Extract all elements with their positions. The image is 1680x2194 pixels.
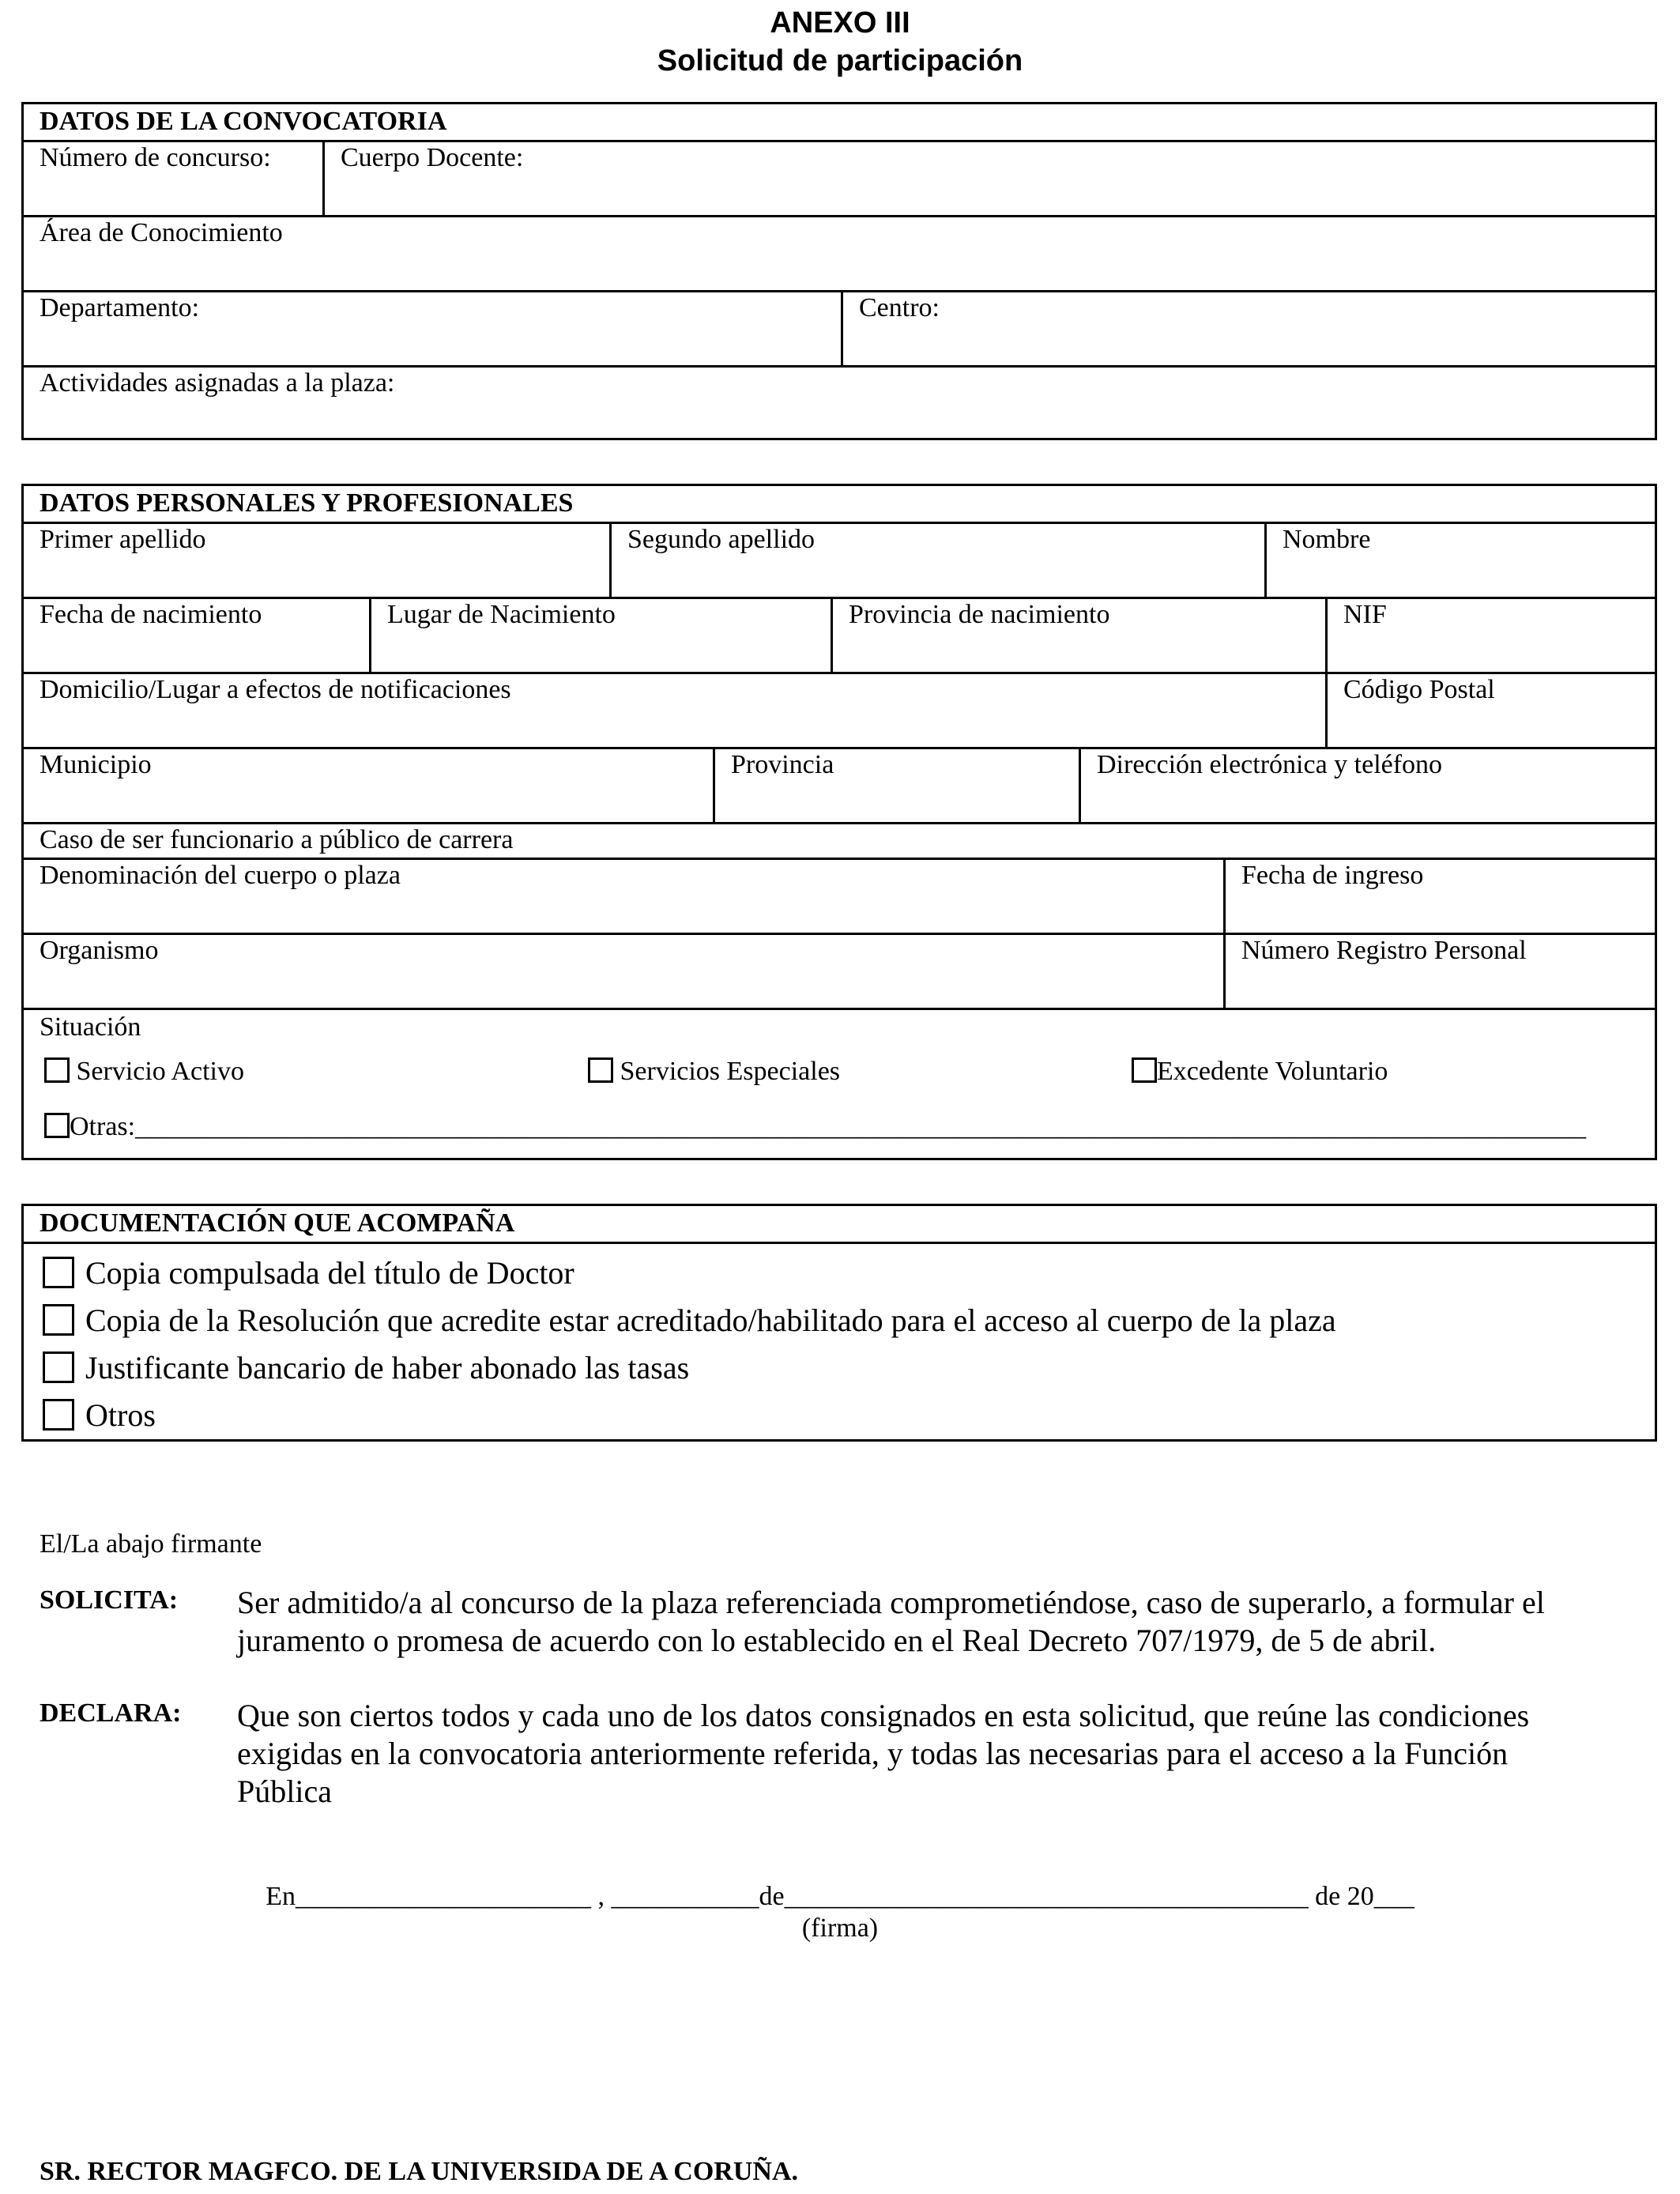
doc-item-otros[interactable]	[43, 1396, 156, 1435]
registro-field[interactable]	[1223, 935, 1655, 1010]
servicio-activo-option[interactable]	[44, 1056, 244, 1088]
segundo-apellido-field[interactable]	[609, 524, 1264, 599]
doc-label: Justificante bancario de haber abonado las tasas	[85, 1350, 690, 1385]
excedente-label: Excedente Voluntario	[1157, 1057, 1388, 1086]
personales-row-6	[24, 858, 1655, 935]
actividades-field[interactable]	[24, 368, 1655, 438]
documentacion-list	[24, 1242, 1655, 1439]
provincia-nacimiento-label: Provincia de nacimiento	[849, 600, 1110, 629]
annex-title: ANEXO III	[770, 6, 910, 40]
doc-checkbox[interactable]	[43, 1351, 74, 1383]
organismo-label: Organismo	[40, 936, 159, 965]
domicilio-label: Domicilio/Lugar a efectos de notificaciones	[40, 675, 511, 704]
personales-row-2	[24, 597, 1655, 674]
fecha-ingreso-field[interactable]	[1223, 860, 1655, 935]
denominacion-label: Denominación del cuerpo o plaza	[40, 861, 401, 890]
doc-checkbox[interactable]	[43, 1399, 74, 1431]
area-label: Área de Conocimiento	[40, 218, 283, 247]
personales-row-1	[24, 522, 1655, 599]
registro-label: Número Registro Personal	[1241, 936, 1527, 965]
table-edge	[1655, 1010, 1657, 1050]
provincia-field[interactable]	[713, 749, 1079, 824]
declara-line-3: Pública	[237, 1774, 332, 1809]
fecha-line[interactable]: En______________________ , ___________de_______________________________________ de 20___	[266, 1882, 1414, 1911]
firma-label: (firma)	[801, 1913, 879, 1943]
situacion-label: Situación	[40, 1012, 141, 1042]
firmante-text: El/La abajo firmante	[40, 1529, 262, 1559]
cuerpo-docente-field[interactable]	[322, 142, 1655, 217]
servicio-activo-label: Servicio Activo	[76, 1057, 244, 1086]
domicilio-field[interactable]	[24, 674, 1325, 749]
denominacion-field[interactable]	[24, 860, 1223, 935]
otras-option[interactable]	[44, 1111, 1586, 1143]
caso-funcionario-label: Caso de ser funcionario a público de carrera	[40, 825, 514, 854]
convocatoria-row-1	[24, 140, 1655, 217]
doc-label: Copia compulsada del título de Doctor	[85, 1255, 574, 1291]
section-title: DATOS DE LA CONVOCATORIA	[40, 107, 447, 136]
nombre-field[interactable]	[1264, 524, 1655, 599]
destinatario-text: SR. RECTOR MAGFCO. DE LA UNIVERSIDA DE A CORUÑA.	[40, 2157, 799, 2186]
servicio-activo-checkbox[interactable]	[44, 1057, 70, 1083]
doc-label: Copia de la Resolución que acredite estar acreditado/habilitado para el acceso al cuerpo de la plaza	[85, 1302, 1336, 1338]
declara-line-2: exigidas en la convocatoria anteriormente referida, y todas las necesarias para el acceso a la Función	[237, 1736, 1509, 1771]
doc-checkbox[interactable]	[43, 1304, 74, 1336]
fecha-nacimiento-field[interactable]	[24, 599, 369, 674]
actividades-label: Actividades asignadas a la plaza:	[40, 368, 395, 398]
servicios-especiales-label: Servicios Especiales	[620, 1057, 841, 1086]
nif-field[interactable]	[1325, 599, 1655, 674]
otras-label: Otras:____________________________________________________________________________________________________________	[70, 1112, 1587, 1141]
segundo-apellido-label: Segundo apellido	[627, 525, 816, 554]
organismo-field[interactable]	[24, 935, 1223, 1010]
personales-row-5	[24, 822, 1655, 860]
fecha-nacimiento-label: Fecha de nacimiento	[40, 600, 262, 629]
codigo-postal-field[interactable]	[1325, 674, 1655, 749]
servicios-especiales-checkbox[interactable]	[588, 1057, 613, 1083]
fecha-ingreso-label: Fecha de ingreso	[1241, 861, 1424, 890]
personales-row-7	[24, 933, 1655, 1010]
section-title: DOCUMENTACIÓN QUE ACOMPAÑA	[40, 1208, 515, 1238]
primer-apellido-label: Primer apellido	[40, 525, 206, 554]
convocatoria-row-2	[24, 215, 1655, 292]
nombre-label: Nombre	[1283, 525, 1371, 554]
otras-checkbox[interactable]	[44, 1113, 70, 1138]
excedente-option[interactable]	[1132, 1056, 1388, 1088]
centro-label: Centro:	[859, 293, 940, 322]
convocatoria-row-4	[24, 365, 1655, 438]
provincia-nacimiento-field[interactable]	[831, 599, 1325, 674]
lugar-nacimiento-label: Lugar de Nacimiento	[387, 600, 616, 629]
centro-field[interactable]	[841, 292, 1655, 368]
numero-concurso-label: Número de concurso:	[40, 143, 271, 172]
documentacion-section	[21, 1204, 1657, 1442]
codigo-postal-label: Código Postal	[1343, 675, 1495, 704]
solicita-line-1: Ser admitido/a al concurso de la plaza referenciada comprometiéndose, caso de superarlo, a formular el	[237, 1585, 1545, 1620]
numero-concurso-field[interactable]	[24, 142, 322, 217]
doc-item-resolucion[interactable]	[43, 1301, 1336, 1340]
personales-row-3	[24, 672, 1655, 749]
personales-row-4	[24, 747, 1655, 824]
departamento-field[interactable]	[24, 292, 841, 368]
municipio-label: Municipio	[40, 750, 152, 779]
doc-item-titulo[interactable]	[43, 1253, 574, 1293]
area-field[interactable]	[24, 217, 1655, 292]
primer-apellido-field[interactable]	[24, 524, 609, 599]
section-title: DATOS PERSONALES Y PROFESIONALES	[40, 488, 574, 518]
direccion-label: Dirección electrónica y teléfono	[1097, 750, 1443, 779]
convocatoria-row-3	[24, 290, 1655, 368]
departamento-label: Departamento:	[40, 293, 200, 322]
solicita-line-2: juramento o promesa de acuerdo con lo establecido en el Real Decreto 707/1979, de 5 de abril.	[237, 1623, 1437, 1658]
form-subtitle: Solicitud de participación	[657, 44, 1023, 77]
nif-label: NIF	[1343, 600, 1387, 629]
doc-item-justificante[interactable]	[43, 1348, 689, 1388]
solicita-label: SOLICITA:	[40, 1585, 179, 1615]
convocatoria-section	[21, 102, 1657, 440]
personales-section	[21, 484, 1657, 1160]
lugar-nacimiento-field[interactable]	[369, 599, 831, 674]
provincia-label: Provincia	[731, 750, 834, 779]
personales-row-8	[24, 1008, 1655, 1158]
municipio-field[interactable]	[24, 749, 713, 824]
servicios-especiales-option[interactable]	[588, 1056, 840, 1088]
doc-label: Otros	[85, 1397, 156, 1433]
declara-label: DECLARA:	[40, 1698, 182, 1728]
doc-checkbox[interactable]	[43, 1257, 74, 1288]
cuerpo-docente-label: Cuerpo Docente:	[341, 143, 524, 172]
declara-line-1: Que son ciertos todos y cada uno de los datos consignados en esta solicitud, que reúne las condiciones	[237, 1698, 1530, 1733]
excedente-checkbox[interactable]	[1132, 1057, 1157, 1083]
direccion-field[interactable]	[1079, 749, 1655, 824]
